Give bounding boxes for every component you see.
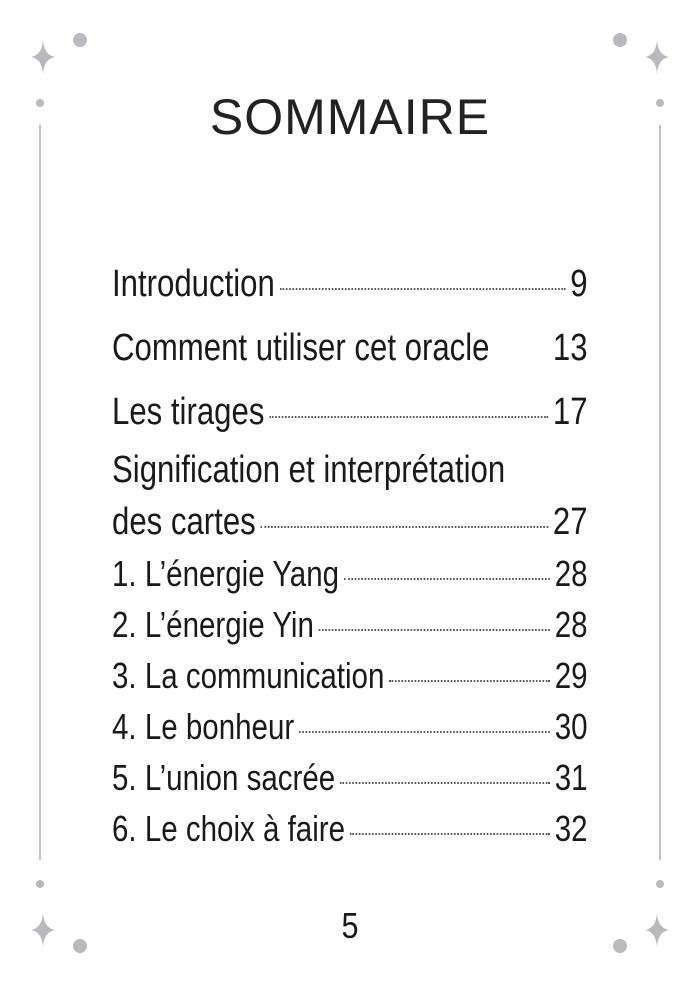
border-line-right [659, 125, 661, 860]
toc-entry[interactable] [112, 752, 588, 803]
dot-leader [344, 578, 550, 580]
entry-label: Comment utiliser cet oracle [112, 327, 490, 369]
entry-label: 5. L’union sacrée [112, 757, 336, 798]
toc-entry[interactable] [112, 701, 588, 752]
decor-dot [73, 33, 87, 47]
toc-entry[interactable] [112, 599, 588, 650]
decor-dot [36, 880, 44, 888]
dot-leader [350, 833, 550, 835]
sparkle-icon [645, 40, 669, 74]
toc-entry[interactable] [112, 444, 588, 496]
decor-dot [613, 33, 627, 47]
entry-page: 31 [554, 757, 588, 798]
border-line-left [39, 125, 41, 860]
dot-leader [389, 680, 550, 682]
entry-page: 9 [570, 263, 588, 305]
entry-page: 27 [552, 501, 588, 543]
entry-label: 2. L’énergie Yin [112, 604, 314, 645]
entry-page: 32 [554, 808, 588, 849]
entry-label: 1. L’énergie Yang [112, 553, 340, 594]
entry-label: Introduction [112, 263, 275, 305]
toc-entry[interactable] [112, 803, 588, 854]
entry-label: Les tirages [112, 391, 265, 433]
entry-page: 28 [554, 604, 588, 645]
table-of-contents [112, 252, 588, 854]
entry-label: Signification et interprétation [112, 449, 506, 491]
toc-entry[interactable] [112, 316, 588, 380]
entry-label: 4. Le bonheur [112, 706, 295, 747]
toc-entry[interactable] [112, 252, 588, 316]
toc-entry[interactable] [112, 650, 588, 701]
page-number: 5 [341, 905, 359, 946]
dot-leader [280, 288, 566, 290]
toc-entry-continued[interactable] [112, 496, 588, 548]
entry-page: 17 [552, 391, 588, 433]
entry-label: 6. Le choix à faire [112, 808, 346, 849]
dot-leader [340, 782, 550, 784]
sparkle-icon [645, 913, 669, 947]
dot-leader [269, 416, 548, 418]
dot-leader [261, 526, 548, 528]
toc-entry[interactable] [112, 380, 588, 444]
dot-leader [299, 731, 550, 733]
entry-page: 30 [554, 706, 588, 747]
entry-page: 13 [552, 327, 588, 369]
entry-page: 28 [554, 553, 588, 594]
decor-dot [656, 880, 664, 888]
dot-leader [319, 629, 550, 631]
sparkle-icon [31, 40, 55, 74]
sparkle-icon [31, 913, 55, 947]
entry-label: des cartes [112, 501, 256, 543]
entry-page: 29 [554, 655, 588, 696]
page-title: SOMMAIRE [209, 89, 491, 145]
toc-entry[interactable] [112, 548, 588, 599]
entry-label: 3. La communication [112, 655, 385, 696]
